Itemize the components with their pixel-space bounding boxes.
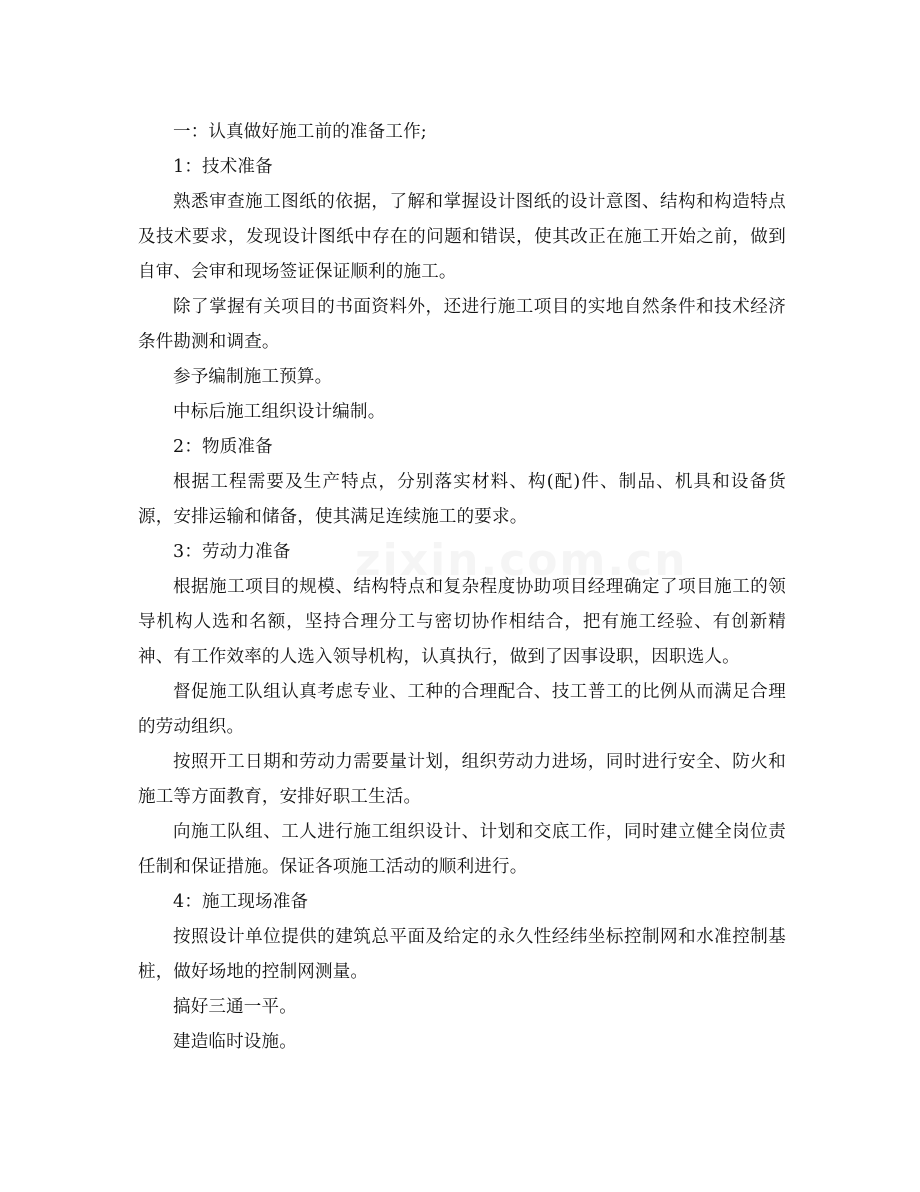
subheading-labor-preparation: 3：劳动力准备: [173, 542, 291, 562]
paragraph-leadership-setup: 根据施工项目的规模、结构特点和复杂程度协助项目经理确定了项目施工的领导机构人选和名额，坚持合理分工与密切协作相结合，把有施工经验、有创新精神、有工作效率的人选入领导机构，认真执行，做到了因事设职，因职选人。: [138, 577, 786, 667]
paragraph-briefing: 向施工队组、工人进行施工组织设计、计划和交底工作，同时建立健全岗位责任制和保证措施。保证各项施工活动的顺利进行。: [138, 822, 786, 877]
subheading-technical-preparation: 1：技术准备: [173, 157, 273, 177]
watermark-text: zixin.com.cn: [355, 535, 688, 586]
paragraph-labor-entry: 按照开工日期和劳动力需要量计划，组织劳动力进场，同时进行安全、防火和施工等方面教育，安排好职工生活。: [138, 752, 786, 807]
paragraph-budget: 参予编制施工预算。: [173, 367, 333, 387]
paragraph-site-leveling: 搞好三通一平。: [173, 997, 297, 1017]
document-body: [138, 115, 786, 1060]
section-heading-1: 一：认真做好施工前的准备工作;: [173, 122, 427, 142]
subheading-material-preparation: 2：物质准备: [173, 437, 273, 457]
paragraph-design-compilation: 中标后施工组织设计编制。: [173, 402, 386, 422]
paragraph-team-organization: 督促施工队组认真考虑专业、工种的合理配合、技工普工的比例从而满足合理的劳动组织。: [138, 682, 786, 737]
paragraph-drawing-review: 熟悉审查施工图纸的依据，了解和掌握设计图纸的设计意图、结构和构造特点及技术要求，发现设计图纸中存在的问题和错误，使其改正在施工开始之前，做到自审、会审和现场签证保证顺利的施工。: [138, 192, 786, 282]
paragraph-material-supply: 根据工程需要及生产特点，分别落实材料、构(配)件、制品、机具和设备货源，安排运输和储备，使其满足连续施工的要求。: [138, 472, 786, 527]
paragraph-temporary-facilities: 建造临时设施。: [173, 1032, 297, 1052]
paragraph-survey-control: 按照设计单位提供的建筑总平面及给定的永久性经纬坐标控制网和水准控制基桩，做好场地的控制网测量。: [138, 927, 786, 982]
subheading-site-preparation: 4：施工现场准备: [173, 892, 309, 912]
paragraph-site-survey: 除了掌握有关项目的书面资料外，还进行施工项目的实地自然条件和技术经济条件勘测和调查。: [138, 297, 786, 352]
